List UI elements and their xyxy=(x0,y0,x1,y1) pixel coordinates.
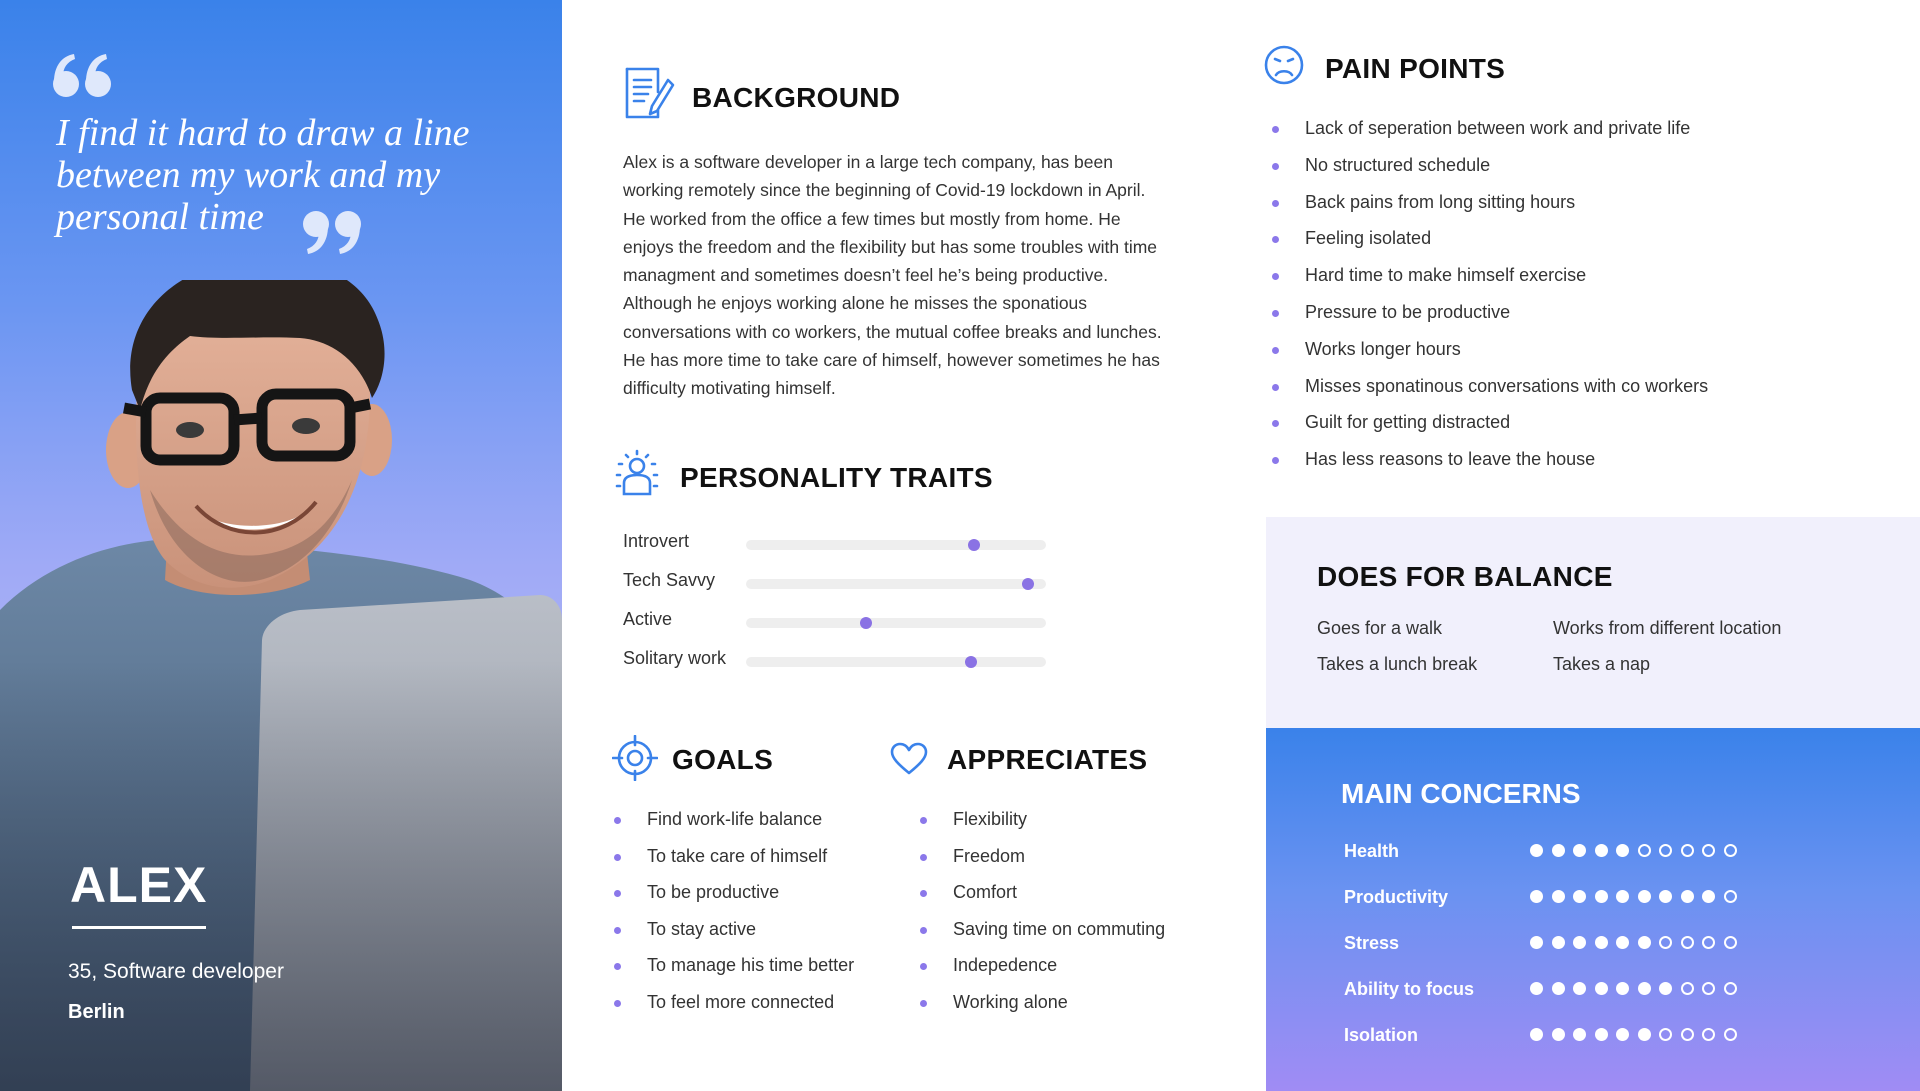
rating-dot-filled xyxy=(1530,982,1543,995)
concern-label: Ability to focus xyxy=(1344,979,1474,999)
traits-title: PERSONALITY TRAITS xyxy=(680,462,993,493)
goal-item: To feel more connected xyxy=(613,992,883,1029)
trait-label: Introvert xyxy=(623,531,690,551)
rating-dot-filled xyxy=(1595,982,1608,995)
concern-label: Stress xyxy=(1344,933,1400,953)
trait-row xyxy=(623,527,1063,566)
rating-dot-empty xyxy=(1681,936,1694,949)
balance-title: DOES FOR BALANCE xyxy=(1317,561,1613,592)
pain-point-item: Lack of seperation between work and private life xyxy=(1271,118,1891,155)
pain-point-item: Hard time to make himself exercise xyxy=(1271,265,1891,302)
trait-scale xyxy=(746,540,1046,550)
background-text: Alex is a software developer in a large tech company, has been working remotely since the beginning of Covid-19 lockdown in April. He worked from the office a few times but mostly from home. He enjoys the freedom and the flexibility but has some troubles with time managment and sometimes doesn’t feel he’s being productive. Although he enjoys working alone he misses the sponatious conversations with co workers, the mutual coffee breaks and lunches. He has more time to take care of himself, however sometimes he has difficulty motivating himself. xyxy=(623,152,1162,399)
rating-dot-filled xyxy=(1638,936,1651,949)
person-icon xyxy=(614,449,660,499)
goal-item: To take care of himself xyxy=(613,846,883,883)
rating-dot-filled xyxy=(1573,890,1586,903)
rating-dot-filled xyxy=(1616,890,1629,903)
trait-scale xyxy=(746,618,1046,628)
concern-row xyxy=(1344,933,1884,957)
heart-icon xyxy=(890,742,928,776)
rating-dot-empty xyxy=(1681,844,1694,857)
concern-label: Health xyxy=(1344,841,1400,861)
rating-dot-empty xyxy=(1724,1028,1737,1041)
pain-point-item: Feeling isolated xyxy=(1271,228,1891,265)
persona-quote: I find it hard to draw a line between my work and my personal time xyxy=(56,112,470,238)
rating-dot-filled xyxy=(1552,1028,1565,1041)
pain-point-item: No structured schedule xyxy=(1271,155,1891,192)
balance-item: Works from different location xyxy=(1553,618,1782,638)
rating-dot-empty xyxy=(1724,844,1737,857)
rating-dot-filled xyxy=(1659,982,1672,995)
trait-scale xyxy=(746,657,1046,667)
rating-dot-empty xyxy=(1702,936,1715,949)
concern-rating xyxy=(1530,890,1737,903)
rating-dot-empty xyxy=(1702,982,1715,995)
appreciates-list xyxy=(919,809,1199,1029)
rating-dot-filled xyxy=(1573,844,1586,857)
pain-points-title: PAIN POINTS xyxy=(1325,53,1506,84)
concern-row xyxy=(1344,1025,1884,1049)
rating-dot-filled xyxy=(1595,844,1608,857)
rating-dot-filled xyxy=(1702,890,1715,903)
goal-item: Find work-life balance xyxy=(613,809,883,846)
target-icon xyxy=(612,735,658,781)
name-underline xyxy=(72,926,206,929)
rating-dot-filled xyxy=(1616,1028,1629,1041)
rating-dot-filled xyxy=(1530,844,1543,857)
rating-dot-empty xyxy=(1702,844,1715,857)
rating-dot-filled xyxy=(1616,936,1629,949)
rating-dot-empty xyxy=(1724,936,1737,949)
rating-dot-empty xyxy=(1724,890,1737,903)
appreciates-item: Saving time on commuting xyxy=(919,919,1199,956)
concern-row xyxy=(1344,887,1884,911)
persona-name: ALEX xyxy=(70,857,208,913)
trait-marker xyxy=(860,617,872,629)
appreciates-item: Working alone xyxy=(919,992,1199,1029)
rating-dot-filled xyxy=(1616,844,1629,857)
balance-item: Takes a lunch break xyxy=(1317,654,1478,674)
rating-dot-filled xyxy=(1573,1028,1586,1041)
pain-point-item: Has less reasons to leave the house xyxy=(1271,449,1891,486)
pain-point-item: Misses sponatinous conversations with co workers xyxy=(1271,376,1891,413)
rating-dot-empty xyxy=(1638,844,1651,857)
document-edit-icon xyxy=(624,66,676,120)
goals-title: GOALS xyxy=(672,744,774,775)
close-quote-icon xyxy=(298,208,362,256)
trait-label: Solitary work xyxy=(623,648,727,668)
trait-marker xyxy=(1022,578,1034,590)
appreciates-item: Indepedence xyxy=(919,955,1199,992)
concern-rating xyxy=(1530,844,1737,857)
rating-dot-filled xyxy=(1638,890,1651,903)
rating-dot-filled xyxy=(1595,1028,1608,1041)
trait-scale xyxy=(746,579,1046,589)
rating-dot-filled xyxy=(1552,890,1565,903)
trait-label: Tech Savvy xyxy=(623,570,716,590)
rating-dot-filled xyxy=(1638,982,1651,995)
concern-rating xyxy=(1530,982,1737,995)
rating-dot-empty xyxy=(1659,844,1672,857)
persona-city: Berlin xyxy=(68,1001,125,1023)
traits-list xyxy=(623,527,1063,683)
concern-row xyxy=(1344,841,1884,865)
open-quote-icon xyxy=(52,52,116,100)
rating-dot-filled xyxy=(1595,936,1608,949)
rating-dot-filled xyxy=(1638,1028,1651,1041)
rating-dot-filled xyxy=(1530,936,1543,949)
pain-point-item: Guilt for getting distracted xyxy=(1271,412,1891,449)
concern-rating xyxy=(1530,936,1737,949)
appreciates-title: APPRECIATES xyxy=(947,744,1148,775)
background-title: BACKGROUND xyxy=(692,82,901,113)
concern-label: Isolation xyxy=(1344,1025,1419,1045)
trait-row xyxy=(623,644,1063,683)
appreciates-item: Freedom xyxy=(919,846,1199,883)
rating-dot-filled xyxy=(1595,890,1608,903)
rating-dot-empty xyxy=(1681,1028,1694,1041)
rating-dot-filled xyxy=(1552,936,1565,949)
concerns-panel xyxy=(1266,728,1920,1091)
goal-item: To manage his time better xyxy=(613,955,883,992)
goal-item: To stay active xyxy=(613,919,883,956)
trait-marker xyxy=(965,656,977,668)
appreciates-item: Flexibility xyxy=(919,809,1199,846)
rating-dot-filled xyxy=(1552,982,1565,995)
concern-rating xyxy=(1530,1028,1737,1041)
balance-item: Goes for a walk xyxy=(1317,618,1443,638)
goal-item: To be productive xyxy=(613,882,883,919)
appreciates-item: Comfort xyxy=(919,882,1199,919)
rating-dot-empty xyxy=(1702,1028,1715,1041)
rating-dot-filled xyxy=(1659,890,1672,903)
persona-panel xyxy=(0,0,562,1091)
rating-dot-empty xyxy=(1659,1028,1672,1041)
rating-dot-empty xyxy=(1724,982,1737,995)
rating-dot-filled xyxy=(1616,982,1629,995)
rating-dot-empty xyxy=(1681,982,1694,995)
pain-point-item: Pressure to be productive xyxy=(1271,302,1891,339)
balance-panel xyxy=(1266,517,1920,728)
sad-face-icon xyxy=(1263,44,1305,86)
balance-item: Takes a nap xyxy=(1553,654,1651,674)
trait-label: Active xyxy=(623,609,673,629)
rating-dot-filled xyxy=(1573,982,1586,995)
rating-dot-empty xyxy=(1659,936,1672,949)
trait-row xyxy=(623,605,1063,644)
rating-dot-filled xyxy=(1552,844,1565,857)
goals-list xyxy=(613,809,883,1029)
pain-points-list xyxy=(1271,118,1891,486)
rating-dot-filled xyxy=(1530,1028,1543,1041)
rating-dot-filled xyxy=(1681,890,1694,903)
trait-row xyxy=(623,566,1063,605)
trait-marker xyxy=(968,539,980,551)
concern-row xyxy=(1344,979,1884,1003)
pain-point-item: Works longer hours xyxy=(1271,339,1891,376)
pain-point-item: Back pains from long sitting hours xyxy=(1271,192,1891,229)
persona-subtitle: 35, Software developer xyxy=(68,960,284,983)
concerns-title: MAIN CONCERNS xyxy=(1341,778,1581,809)
rating-dot-filled xyxy=(1573,936,1586,949)
concern-label: Productivity xyxy=(1344,887,1449,907)
rating-dot-filled xyxy=(1530,890,1543,903)
